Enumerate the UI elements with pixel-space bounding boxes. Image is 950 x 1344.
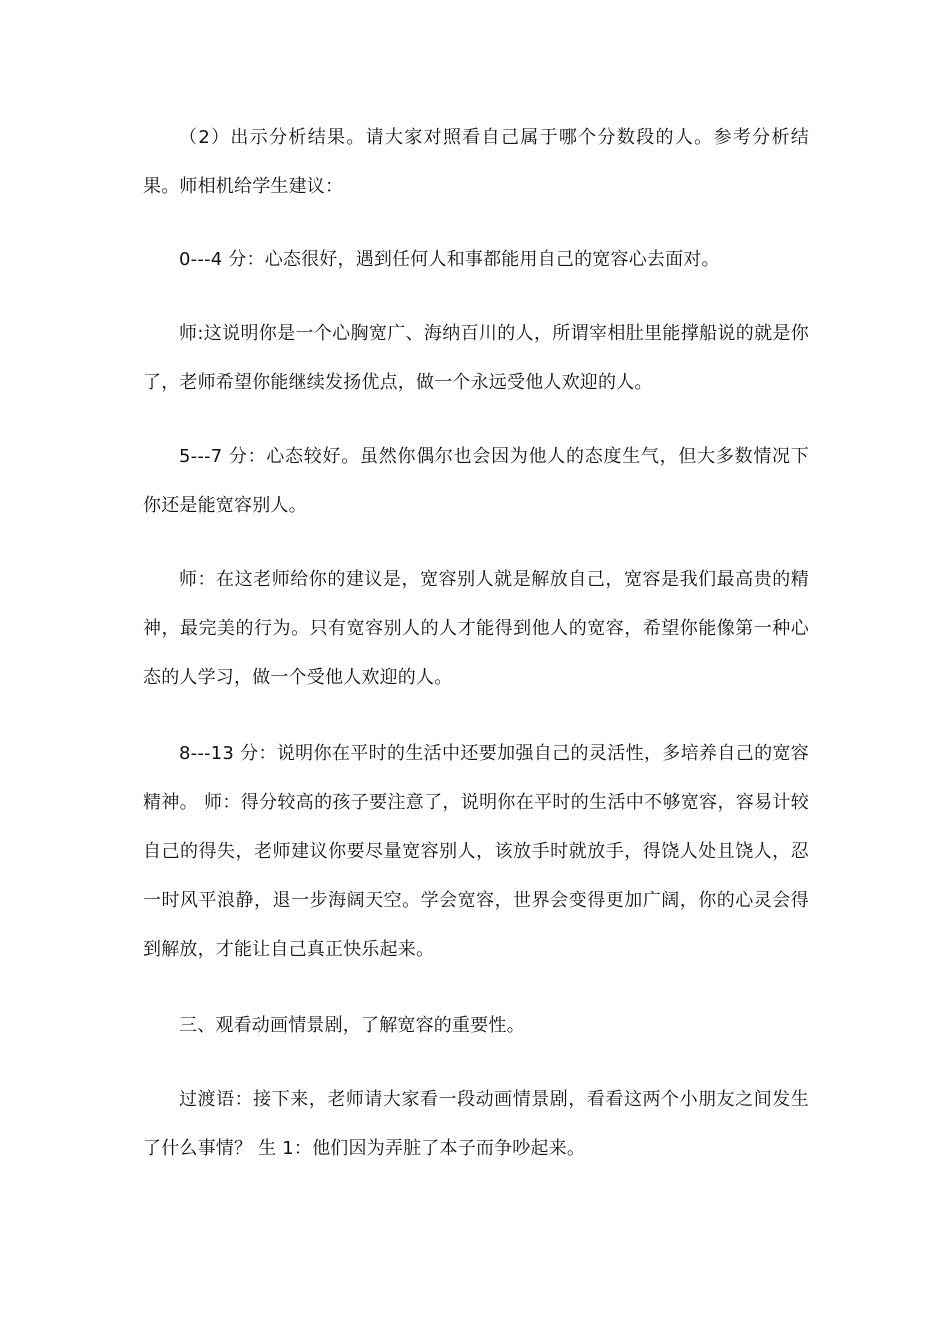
paragraph-teacher-comment-2: 师：在这老师给你的建议是，宽容别人就是解放自己，宽容是我们最高贵的精神，最完美的行为。只有宽容别人的人才能得到他人的宽容，希望你能像第一种心态的人学习，做一个受他人欢迎的人。 — [143, 569, 809, 688]
paragraph-teacher-comment-1: 师:这说明你是一个心胸宽广、海纳百川的人，所谓宰相肚里能撑船说的就是你了，老师希望你能继续发扬优点，做一个永远受他人欢迎的人。 — [143, 323, 809, 393]
section-heading-three: 三、观看动画情景剧，了解宽容的重要性。 — [179, 1015, 525, 1036]
paragraph-score-8-13: 8---13 分：说明你在平时的生活中还要加强自己的灵活性，多培养自己的宽容精神。 师：得分较高的孩子要注意了，说明你在平时的生活中不够宽容，容易计较自己的得失，老师建议你要尽量宽容别人，该放手时就放手，得饶人处且饶人，忍一时风平浪静，退一步海阔天空。学会宽容，世界会变得更加广阔，你的心灵会得到解放，才能让自己真正快乐起来。 — [143, 743, 809, 960]
paragraph-score-0-4: 0---4 分：心态很好，遇到任何人和事都能用自己的宽容心去面对。 — [179, 249, 720, 270]
paragraph-transition: 过渡语：接下来，老师请大家看一段动画情景剧，看看这两个小朋友之间发生了什么事情？ 生 1：他们因为弄脏了本子而争吵起来。 — [143, 1089, 809, 1159]
paragraph-analysis-intro: （2）出示分析结果。请大家对照看自己属于哪个分数段的人。参考分析结果。师相机给学生建议： — [143, 127, 809, 197]
paragraph-score-5-7: 5---7 分：心态较好。虽然你偶尔也会因为他人的态度生气，但大多数情况下你还是能宽容别人。 — [143, 446, 809, 516]
